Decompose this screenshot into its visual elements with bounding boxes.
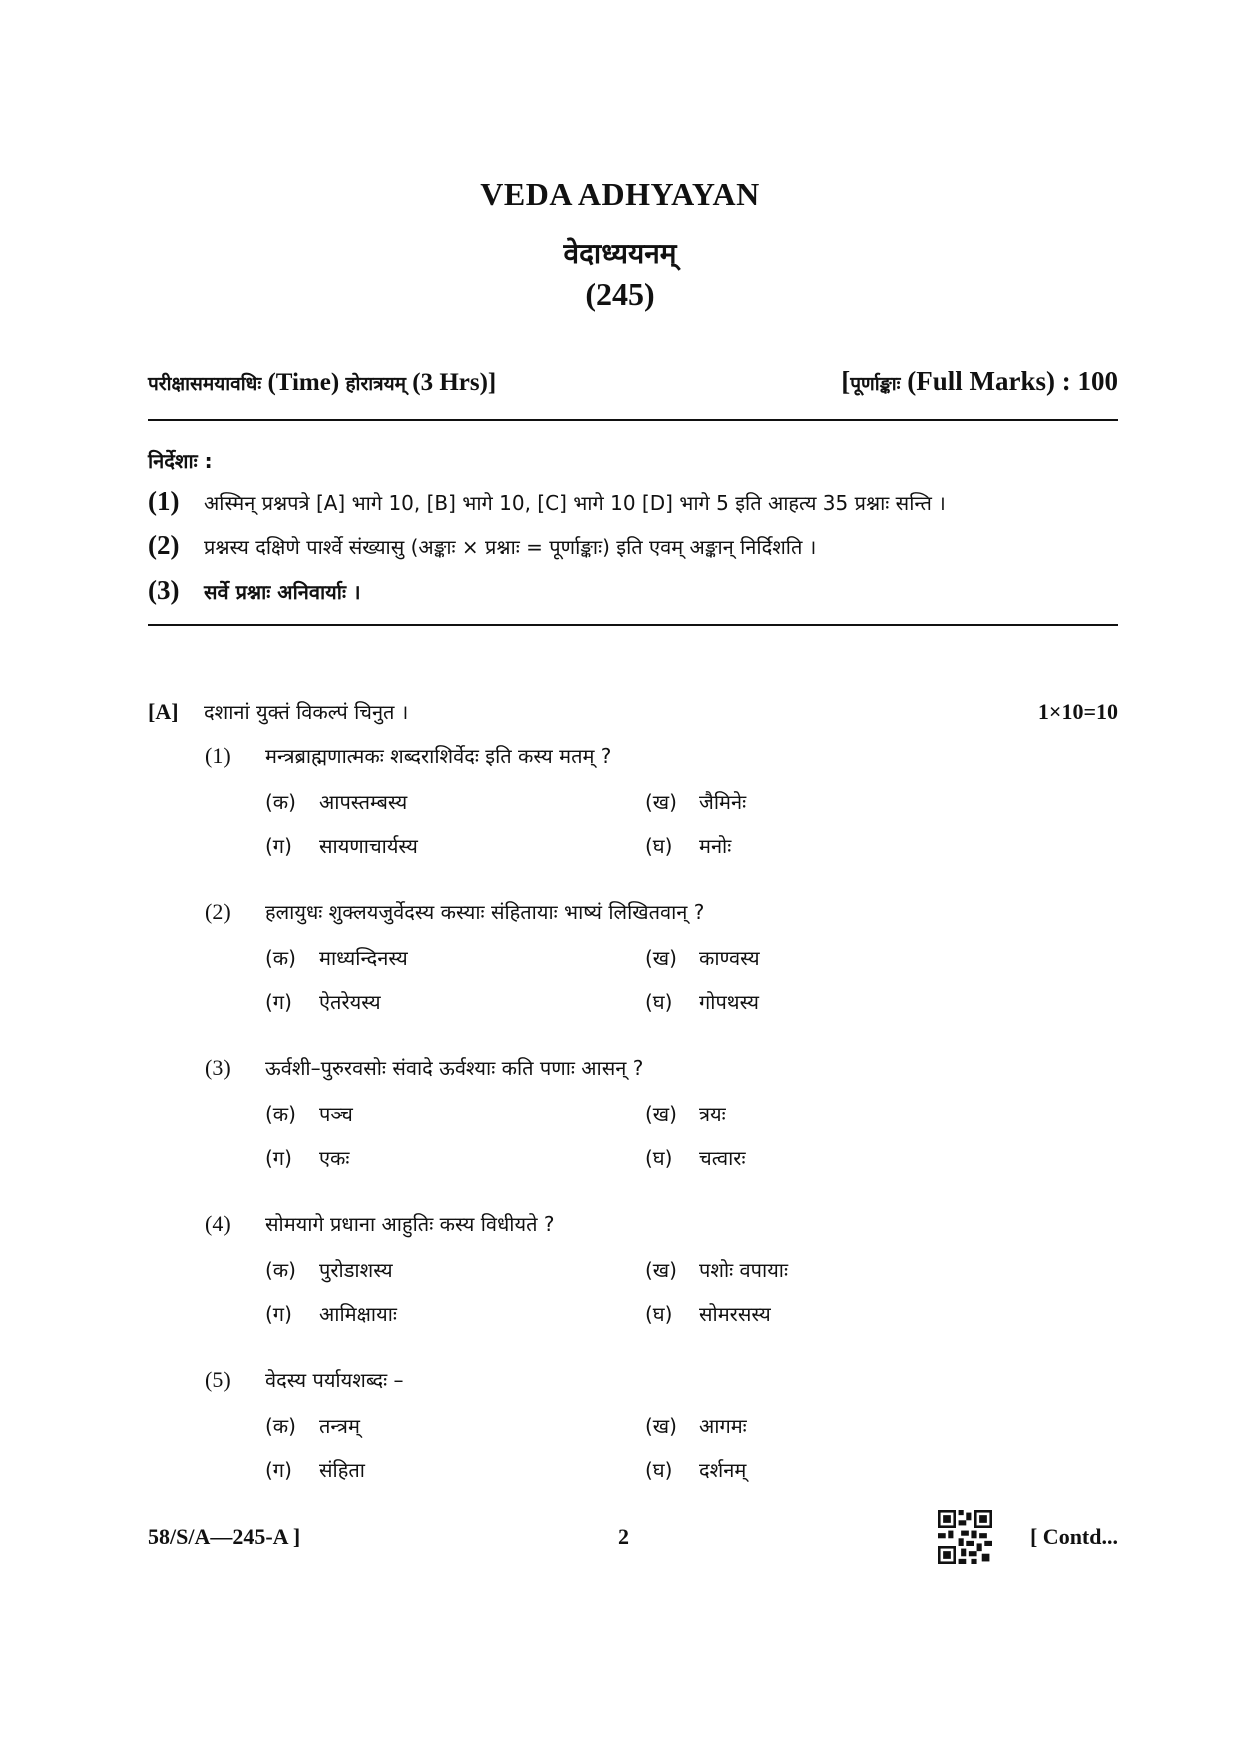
option-ka: (क) तन्त्रम्	[265, 1414, 360, 1438]
option-kha: (ख) जैमिनेः	[645, 790, 747, 814]
option-ka: (क) आपस्तम्बस्य	[265, 790, 408, 814]
time-value-sanskrit: होरात्रयम्	[345, 373, 407, 395]
option-gha: (घ) सोमरसस्य	[645, 1302, 771, 1326]
time-info	[148, 369, 496, 397]
section-label: [A]	[148, 699, 179, 724]
question-number: (4)	[205, 1211, 231, 1236]
question-2	[205, 898, 1105, 1034]
instruction-2	[148, 530, 1128, 561]
option-kha: (ख) आगमः	[645, 1414, 747, 1438]
question-text: ऊर्वशी–पुरुरवसोः संवादे ऊर्वश्याः कति पणाः आसन् ?	[265, 1056, 644, 1080]
time-value: (3 Hrs)]	[412, 369, 497, 396]
question-number: (1)	[205, 743, 231, 768]
page-footer	[148, 1524, 1118, 1550]
question-number: (5)	[205, 1367, 231, 1392]
option-kha: (ख) काण्वस्य	[645, 946, 760, 970]
instruction-1	[148, 486, 1128, 517]
option-kha: (ख) पशोः वपायाः	[645, 1258, 789, 1282]
instruction-prefix: अस्मिन् प्रश्नपत्रे	[204, 491, 310, 515]
instruction-number: (3)	[148, 575, 180, 605]
marks-label-sanskrit: पूर्णाङ्काः	[850, 373, 901, 395]
instruction-3	[148, 575, 1128, 606]
instruction-number: (1)	[148, 486, 180, 516]
option-gha: (घ) चत्वारः	[645, 1146, 746, 1170]
marks-bracket: [	[841, 366, 851, 396]
question-text: हलायुधः शुक्लयजुर्वेदस्य कस्याः संहितायाः भाष्यं लिखितवान् ?	[265, 900, 705, 924]
question-number: (2)	[205, 899, 231, 924]
divider-bottom	[148, 624, 1118, 626]
option-ka: (क) पञ्च	[265, 1102, 353, 1126]
section-a-header	[148, 698, 1118, 725]
option-ka: (क) माध्यन्दिनस्य	[265, 946, 408, 970]
time-label-english: (Time)	[267, 369, 340, 396]
time-label-sanskrit: परीक्षासमयावधिः	[148, 373, 262, 395]
question-text: सोमयागे प्रधाना आहुतिः कस्य विधीयते ?	[265, 1212, 555, 1236]
question-5	[205, 1366, 1105, 1502]
instruction-text: [A] भागे 10, [B] भागे 10, [C] भागे 10 [D] भागे 5 इति आहत्य 35 प्रश्नाः सन्ति ।	[315, 491, 946, 515]
option-ga: (ग) संहिता	[265, 1458, 365, 1482]
marks-info	[841, 366, 1118, 397]
option-gha: (घ) मनोः	[645, 834, 732, 858]
continued-label: [ Contd...	[1029, 1524, 1118, 1549]
title-sanskrit: वेदाध्ययनम्	[563, 237, 677, 270]
option-ga: (ग) एकः	[265, 1146, 350, 1170]
option-gha: (घ) दर्शनम्	[645, 1458, 747, 1482]
subject-code: (245)	[585, 276, 655, 312]
marks-label-english: (Full Marks) : 100	[907, 366, 1118, 396]
instructions-heading: निर्देशाः :	[148, 449, 213, 473]
option-ga: (ग) आमिक्षायाः	[265, 1302, 397, 1326]
divider-top	[148, 419, 1118, 421]
option-ka: (क) पुरोडाशस्य	[265, 1258, 393, 1282]
question-number: (3)	[205, 1055, 231, 1080]
question-1	[205, 742, 1105, 878]
instruction-text: प्रश्नस्य दक्षिणे पार्श्वे संख्यासु (अङ्काः × प्रश्नाः = पूर्णाङ्काः) इति एवम् अङ्कान् निर्दिशति ।	[204, 535, 817, 559]
exam-meta	[148, 366, 1118, 397]
page-number: 2	[618, 1524, 629, 1549]
paper-code: 58/S/A—245-A ]	[148, 1524, 301, 1549]
section-instruction: दशानां युक्तं विकल्पं चिनुत ।	[204, 700, 409, 724]
option-gha: (घ) गोपथस्य	[645, 990, 759, 1014]
question-text: मन्त्रब्राह्मणात्मकः शब्दराशिर्वेदः इति कस्य मतम् ?	[265, 744, 612, 768]
question-text: वेदस्य पर्यायशब्दः –	[265, 1368, 404, 1392]
qr-code-icon	[938, 1510, 992, 1564]
title-english: VEDA ADHYAYAN	[480, 176, 760, 212]
option-ga: (ग) ऐतरेयस्य	[265, 990, 381, 1014]
question-3	[205, 1054, 1105, 1190]
instruction-number: (2)	[148, 530, 180, 560]
section-marks: 1×10=10	[1037, 699, 1118, 724]
instruction-text: सर्वे प्रश्नाः अनिवार्याः ।	[204, 580, 361, 604]
option-kha: (ख) त्रयः	[645, 1102, 726, 1126]
question-4	[205, 1210, 1105, 1346]
option-ga: (ग) सायणाचार्यस्य	[265, 834, 418, 858]
